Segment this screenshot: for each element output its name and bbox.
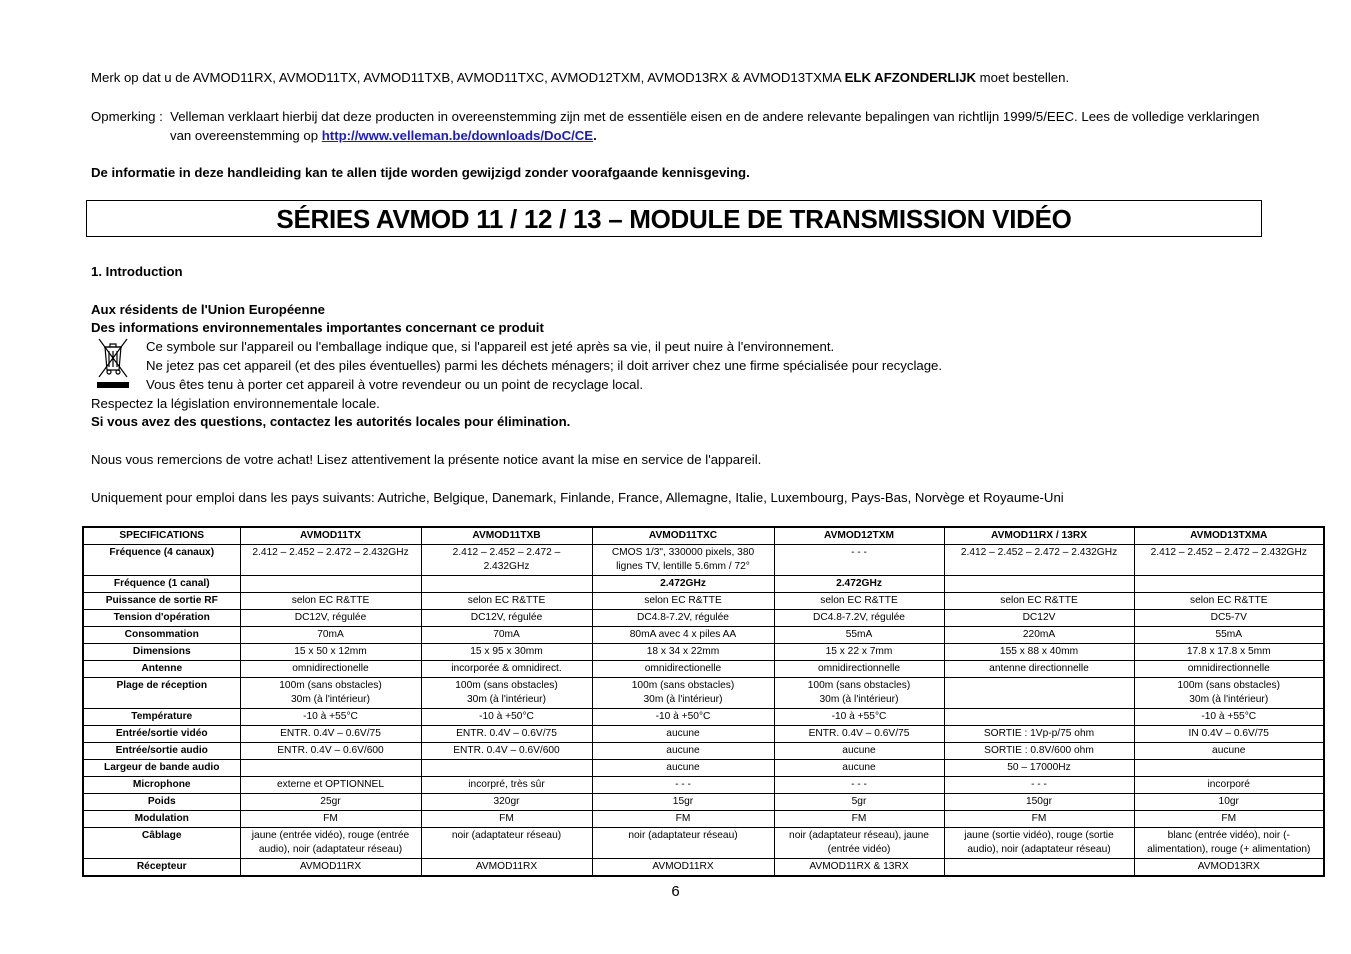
table-cell: noir (adaptateur réseau), jaune (entrée vidéo) <box>774 828 944 859</box>
table-cell: -10 à +55°C <box>240 709 421 726</box>
table-row <box>83 644 1324 661</box>
table-cell: omnidirectionnelle <box>1134 661 1324 678</box>
table-cell: 155 x 88 x 40mm <box>944 644 1134 661</box>
order-note: Merk op dat u de AVMOD11RX, AVMOD11TX, AVMOD11TXB, AVMOD11TXC, AVMOD12TXM, AVMOD13RX & AVMOD13TXMA ELK AFZONDERLIJK moet bestellen. <box>91 70 1070 85</box>
table-cell: 2.472GHz <box>592 576 774 593</box>
table-cell: aucune <box>1134 743 1324 760</box>
table-cell: 2.412 – 2.452 – 2.472 – 2.432GHz <box>944 545 1134 576</box>
table-row <box>83 576 1324 593</box>
table-cell: noir (adaptateur réseau) <box>421 828 592 859</box>
table-cell: noir (adaptateur réseau) <box>592 828 774 859</box>
disclaimer: De informatie in deze handleiding kan te allen tijde worden gewijzigd zonder voorafgaande kennisgeving. <box>91 165 750 180</box>
row-label: Récepteur <box>83 859 240 877</box>
table-cell: 80mA avec 4 x piles AA <box>592 627 774 644</box>
table-cell: DC12V <box>944 610 1134 627</box>
table-cell: 10gr <box>1134 794 1324 811</box>
table-cell: FM <box>421 811 592 828</box>
note-label: Opmerking : <box>91 109 163 124</box>
row-label: Microphone <box>83 777 240 794</box>
table-row <box>83 794 1324 811</box>
eu-subheading: Des informations environnementales importantes concernant ce produit <box>91 320 544 335</box>
doc-ce-link[interactable]: http://www.velleman.be/downloads/DoC/CE <box>321 128 594 143</box>
table-cell: 55mA <box>774 627 944 644</box>
table-cell: externe et OPTIONNEL <box>240 777 421 794</box>
table-cell <box>944 859 1134 877</box>
table-row <box>83 828 1324 859</box>
row-label: Modulation <box>83 811 240 828</box>
table-cell: FM <box>592 811 774 828</box>
table-cell: aucune <box>592 760 774 777</box>
table-cell: omnidirectionelle <box>592 661 774 678</box>
row-label: Consommation <box>83 627 240 644</box>
table-cell: 150gr <box>944 794 1134 811</box>
conformity-note-line2: van overeenstemming op http://www.velleman.be/downloads/DoC/CE. <box>170 128 597 143</box>
table-cell: aucune <box>774 760 944 777</box>
column-header: AVMOD11RX / 13RX <box>944 527 1134 545</box>
table-cell: omnidirectionelle <box>240 661 421 678</box>
table-body <box>83 545 1324 877</box>
countries-text: Uniquement pour emploi dans les pays suivants: Autriche, Belgique, Danemark, Finlande, France, Allemagne, Italie, Luxembourg, Pays-Bas, Norvège et Royaume-Uni <box>91 490 1064 505</box>
row-label: Fréquence (4 canaux) <box>83 545 240 576</box>
table-cell <box>240 760 421 777</box>
table-cell: DC5-7V <box>1134 610 1324 627</box>
table-cell: AVMOD11RX <box>240 859 421 877</box>
table-cell: 15gr <box>592 794 774 811</box>
table-cell: ENTR. 0.4V – 0.6V/600 <box>421 743 592 760</box>
row-label: Puissance de sortie RF <box>83 593 240 610</box>
table-cell: selon EC R&TTE <box>421 593 592 610</box>
table-cell: selon EC R&TTE <box>774 593 944 610</box>
thanks-text: Nous vous remercions de votre achat! Lisez attentivement la présente notice avant la mise en service de l'appareil. <box>91 452 762 467</box>
table-cell: blanc (entrée vidéo), noir (- alimentation), rouge (+ alimentation) <box>1134 828 1324 859</box>
row-label: Fréquence (1 canal) <box>83 576 240 593</box>
table-cell: FM <box>1134 811 1324 828</box>
table-cell: FM <box>944 811 1134 828</box>
table-row <box>83 678 1324 709</box>
table-cell: IN 0.4V – 0.6V/75 <box>1134 726 1324 743</box>
table-cell: DC4.8-7.2V, régulée <box>592 610 774 627</box>
column-header: AVMOD13TXMA <box>1134 527 1324 545</box>
table-cell <box>944 709 1134 726</box>
table-cell: selon EC R&TTE <box>1134 593 1324 610</box>
page-number: 6 <box>671 883 680 900</box>
page-title: SÉRIES AVMOD 11 / 12 / 13 – MODULE DE TRANSMISSION VIDÉO <box>276 204 1072 234</box>
table-cell: 100m (sans obstacles) 30m (à l'intérieur) <box>774 678 944 709</box>
table-cell: jaune (entrée vidéo), rouge (entrée audio), noir (adaptateur réseau) <box>240 828 421 859</box>
specifications-table <box>82 526 1325 877</box>
crossed-out-wheelie-bin-icon <box>96 337 130 391</box>
table-cell: incorporée & omnidirect. <box>421 661 592 678</box>
table-cell: - - - <box>592 777 774 794</box>
eu-heading: Aux résidents de l'Union Européenne <box>91 302 325 317</box>
table-cell: 25gr <box>240 794 421 811</box>
table-cell <box>1134 576 1324 593</box>
table-cell <box>1134 760 1324 777</box>
table-cell: 2.412 – 2.452 – 2.472 – 2.432GHz <box>240 545 421 576</box>
table-cell: selon EC R&TTE <box>240 593 421 610</box>
table-cell: jaune (sortie vidéo), rouge (sortie audio), noir (adaptateur réseau) <box>944 828 1134 859</box>
table-cell: selon EC R&TTE <box>944 593 1134 610</box>
row-label: Plage de réception <box>83 678 240 709</box>
table-cell: -10 à +55°C <box>774 709 944 726</box>
column-header: AVMOD11TXC <box>592 527 774 545</box>
section-heading-introduction: 1. Introduction <box>91 264 183 279</box>
table-row <box>83 743 1324 760</box>
table-cell: 100m (sans obstacles) 30m (à l'intérieur) <box>592 678 774 709</box>
table-cell: 2.472GHz <box>774 576 944 593</box>
table-cell: 100m (sans obstacles) 30m (à l'intérieur) <box>240 678 421 709</box>
table-cell: DC12V, régulée <box>421 610 592 627</box>
table-cell: AVMOD11RX & 13RX <box>774 859 944 877</box>
row-label: Entrée/sortie vidéo <box>83 726 240 743</box>
table-cell: FM <box>774 811 944 828</box>
table-cell: CMOS 1/3", 330000 pixels, 380 lignes TV, lentille 5.6mm / 72° <box>592 545 774 576</box>
table-cell: - - - <box>944 777 1134 794</box>
table-cell: aucune <box>592 743 774 760</box>
table-cell: 100m (sans obstacles) 30m (à l'intérieur) <box>421 678 592 709</box>
table-cell: incorpré, très sûr <box>421 777 592 794</box>
table-cell: FM <box>240 811 421 828</box>
table-cell <box>240 576 421 593</box>
eu-line-symbol: Ce symbole sur l'appareil ou l'emballage indique que, si l'appareil est jeté après sa vie, il peut nuire à l'environnement. <box>146 339 835 354</box>
row-label: Largeur de bande audio <box>83 760 240 777</box>
table-cell: ENTR. 0.4V – 0.6V/75 <box>774 726 944 743</box>
table-cell: DC4.8-7.2V, régulée <box>774 610 944 627</box>
table-cell: 50 – 17000Hz <box>944 760 1134 777</box>
table-row <box>83 811 1324 828</box>
table-cell: SORTIE : 1Vp-p/75 ohm <box>944 726 1134 743</box>
eu-line-dealer: Vous êtes tenu à porter cet appareil à votre revendeur ou un point de recyclage local. <box>146 377 644 392</box>
row-label: Antenne <box>83 661 240 678</box>
table-cell: - - - <box>774 545 944 576</box>
table-cell: omnidirectionnelle <box>774 661 944 678</box>
table-cell: 70mA <box>421 627 592 644</box>
eu-line-questions: Si vous avez des questions, contactez les autorités locales pour élimination. <box>91 414 571 429</box>
table-cell: 15 x 22 x 7mm <box>774 644 944 661</box>
conformity-note: Opmerking : Velleman verklaart hierbij dat deze producten in overeenstemming zijn met de essentiële eisen en de andere relevante bepalingen van richtlijn 1999/5/EEC. Lees de volledige verklaringen <box>91 109 1260 124</box>
table-cell <box>944 678 1134 709</box>
table-cell: 15 x 95 x 30mm <box>421 644 592 661</box>
table-header-row <box>83 527 1324 545</box>
table-cell: 2.412 – 2.452 – 2.472 – 2.432GHz <box>1134 545 1324 576</box>
table-cell: selon EC R&TTE <box>592 593 774 610</box>
table-cell: 100m (sans obstacles) 30m (à l'intérieur) <box>1134 678 1324 709</box>
table-cell: -10 à +55°C <box>1134 709 1324 726</box>
row-label: Entrée/sortie audio <box>83 743 240 760</box>
table-cell: AVMOD11RX <box>421 859 592 877</box>
table-cell: DC12V, régulée <box>240 610 421 627</box>
table-cell: 18 x 34 x 22mm <box>592 644 774 661</box>
row-label: Température <box>83 709 240 726</box>
table-cell: 15 x 50 x 12mm <box>240 644 421 661</box>
table-row <box>83 726 1324 743</box>
table-cell: - - - <box>774 777 944 794</box>
table-cell: ENTR. 0.4V – 0.6V/600 <box>240 743 421 760</box>
row-label: Tension d'opération <box>83 610 240 627</box>
table-cell <box>421 576 592 593</box>
table-row <box>83 709 1324 726</box>
table-cell: AVMOD11RX <box>592 859 774 877</box>
table-cell: 320gr <box>421 794 592 811</box>
table-cell <box>944 576 1134 593</box>
table-cell: SORTIE : 0.8V/600 ohm <box>944 743 1134 760</box>
table-cell: -10 à +50°C <box>592 709 774 726</box>
table-cell: ENTR. 0.4V – 0.6V/75 <box>240 726 421 743</box>
table-row <box>83 593 1324 610</box>
table-cell: AVMOD13RX <box>1134 859 1324 877</box>
table-cell: 70mA <box>240 627 421 644</box>
table-cell: 5gr <box>774 794 944 811</box>
table-cell: antenne directionnelle <box>944 661 1134 678</box>
table-row <box>83 760 1324 777</box>
table-row <box>83 610 1324 627</box>
table-cell: 55mA <box>1134 627 1324 644</box>
column-header: AVMOD12TXM <box>774 527 944 545</box>
table-cell: aucune <box>592 726 774 743</box>
table-row <box>83 545 1324 576</box>
column-header: AVMOD11TX <box>240 527 421 545</box>
table-cell: incorporé <box>1134 777 1324 794</box>
eu-line-legislation: Respectez la législation environnementale locale. <box>91 396 380 411</box>
row-label: Poids <box>83 794 240 811</box>
table-cell: -10 à +50°C <box>421 709 592 726</box>
table-cell: 17.8 x 17.8 x 5mm <box>1134 644 1324 661</box>
table-row <box>83 777 1324 794</box>
table-cell <box>421 760 592 777</box>
row-label: Dimensions <box>83 644 240 661</box>
table-cell: 2.412 – 2.452 – 2.472 – 2.432GHz <box>421 545 592 576</box>
table-row <box>83 859 1324 877</box>
table-cell: aucune <box>774 743 944 760</box>
column-header: AVMOD11TXB <box>421 527 592 545</box>
table-row <box>83 661 1324 678</box>
title-box <box>86 200 1262 237</box>
table-cell: ENTR. 0.4V – 0.6V/75 <box>421 726 592 743</box>
row-label: Câblage <box>83 828 240 859</box>
table-cell: 220mA <box>944 627 1134 644</box>
column-header: SPECIFICATIONS <box>83 527 240 545</box>
eu-line-household: Ne jetez pas cet appareil (et des piles éventuelles) parmi les déchets ménagers; il doit arriver chez une firme spécialisée pour recyclage. <box>146 358 943 373</box>
table-row <box>83 627 1324 644</box>
